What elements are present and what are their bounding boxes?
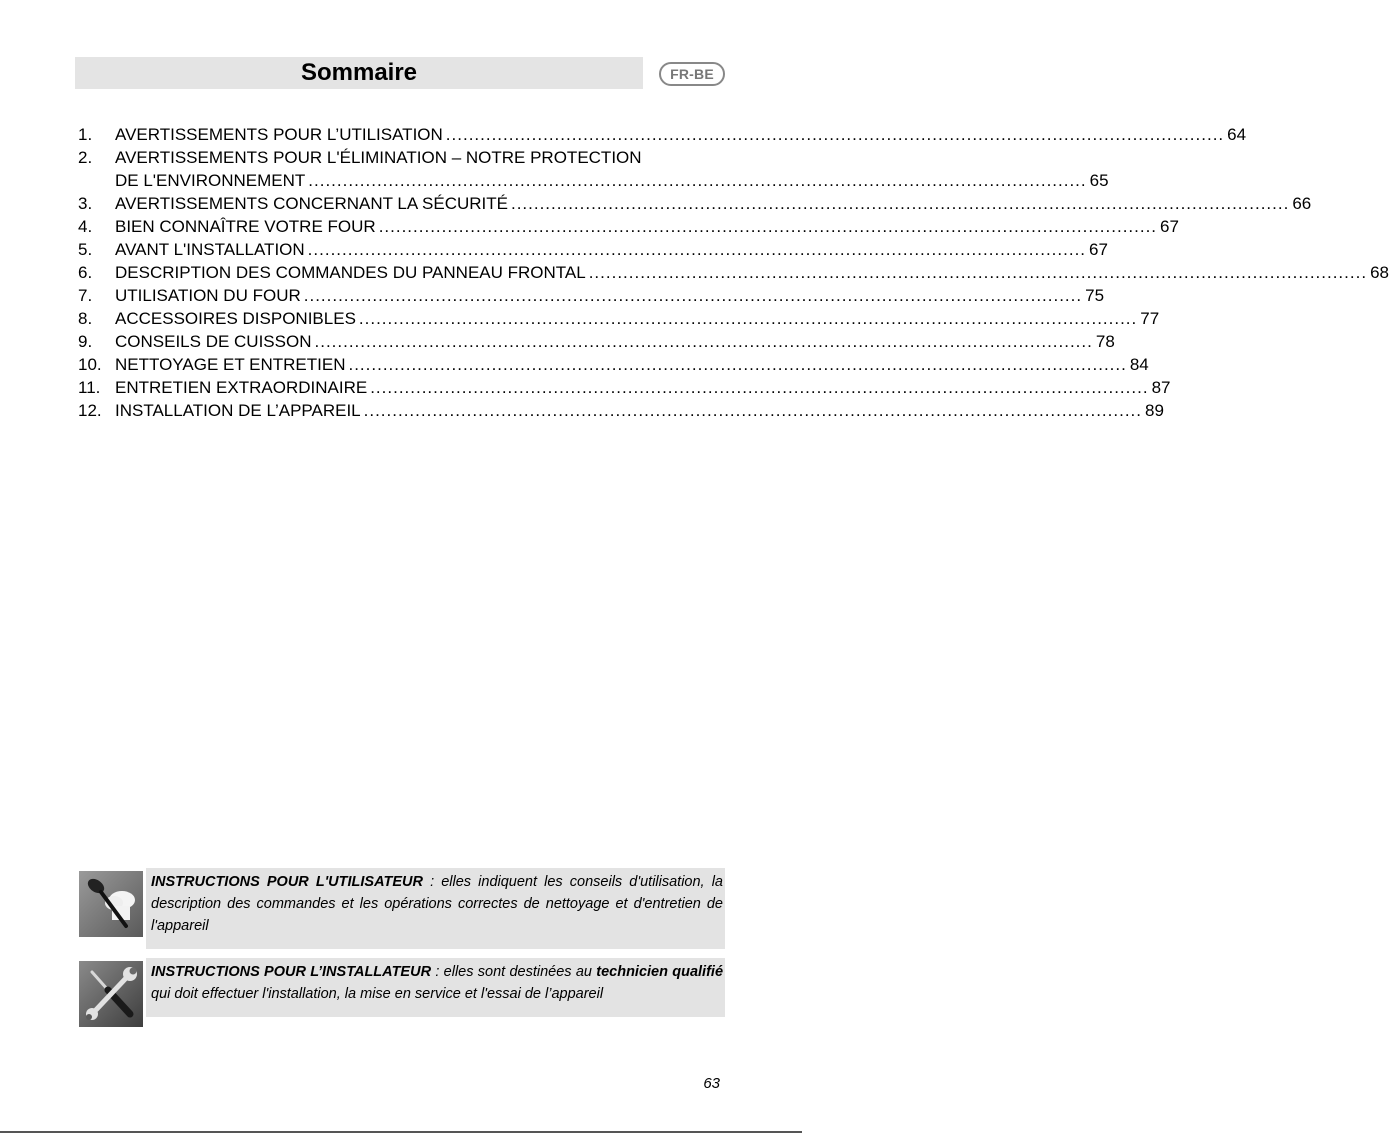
toc-entry[interactable] — [78, 261, 1389, 284]
installer-instructions-note — [78, 958, 725, 1028]
toc-number: 11. — [78, 378, 101, 397]
installer-instructions-body-b: qui doit effectuer l'installation, la mise en service et l'essai de l’appareil — [151, 986, 604, 1002]
toc-leader: ........................................................................................................................................ — [308, 171, 1087, 190]
toc-label: AVERTISSEMENTS CONCERNANT LA SÉCURITÉ — [115, 194, 508, 213]
toc-number: 10. — [78, 355, 102, 374]
toc-entry[interactable] — [78, 215, 1179, 238]
toc-entry[interactable] — [78, 330, 1115, 353]
installer-instructions-heading: INSTRUCTIONS POUR L’INSTALLATEUR — [151, 964, 432, 980]
toc-label: ACCESSOIRES DISPONIBLES — [115, 309, 356, 328]
toc-leader: ........................................................................................................................................ — [358, 309, 1138, 328]
toc-leader: ........................................................................................................................................ — [510, 194, 1290, 213]
toc-leader: ........................................................................................................................................ — [314, 332, 1093, 351]
toc-leader: ........................................................................................................................................ — [363, 401, 1142, 420]
toc-number: 5. — [78, 240, 93, 259]
chef-spoon-icon — [78, 870, 144, 938]
bottom-divider — [0, 1131, 802, 1133]
toc-label: ENTRETIEN EXTRAORDINAIRE — [115, 378, 368, 397]
toc-page: 75 — [1085, 286, 1105, 305]
toc-label: UTILISATION DU FOUR — [115, 286, 301, 305]
toc-leader: ........................................................................................................................................ — [370, 378, 1149, 397]
toc-number: 7. — [78, 286, 93, 305]
toc-number: 4. — [78, 217, 93, 236]
toc-number: 9. — [78, 332, 93, 351]
page-number: 63 — [703, 1075, 720, 1092]
toc-label: NETTOYAGE ET ENTRETIEN — [115, 355, 346, 374]
toc-entry[interactable] — [78, 399, 1164, 422]
toc-page: 68 — [1370, 263, 1389, 282]
toc-page: 67 — [1089, 240, 1108, 259]
installer-instructions-emphasis: technicien qualifié — [596, 964, 724, 980]
toc-page: 66 — [1292, 194, 1312, 213]
toc-page: 65 — [1089, 171, 1109, 190]
toc-number: 8. — [78, 309, 93, 328]
wrench-screwdriver-icon — [78, 960, 144, 1028]
table-of-contents — [78, 123, 1389, 422]
toc-entry[interactable] — [78, 307, 1160, 330]
toc-entry[interactable] — [78, 376, 1171, 399]
toc-page: 84 — [1129, 355, 1149, 374]
toc-label: AVANT L'INSTALLATION — [115, 240, 305, 259]
toc-entry[interactable] — [78, 123, 1247, 146]
toc-label: CONSEILS DE CUISSON — [115, 332, 312, 351]
toc-leader: ........................................................................................................................................ — [445, 125, 1225, 144]
toc-page: 77 — [1140, 309, 1160, 328]
toc-number: 2. — [78, 148, 93, 167]
toc-page: 67 — [1160, 217, 1179, 236]
toc-entry[interactable] — [78, 146, 1109, 192]
toc-number: 6. — [78, 263, 93, 282]
toc-leader: ........................................................................................................................................ — [588, 263, 1368, 282]
toc-leader: ........................................................................................................................................ — [378, 217, 1158, 236]
user-instructions-body: : elles indiquent les conseils d'utilisation, la description des commandes et les opérations correctes de nettoyage et d'entretien de l'appareil — [151, 874, 723, 934]
toc-page: 87 — [1151, 378, 1171, 397]
toc-label: DESCRIPTION DES COMMANDES DU PANNEAU FRONTAL — [115, 263, 586, 282]
page-title: Sommaire — [300, 59, 418, 86]
toc-entry[interactable] — [78, 284, 1105, 307]
toc-number: 3. — [78, 194, 93, 213]
toc-page: 78 — [1095, 332, 1115, 351]
user-instructions-text — [146, 868, 725, 949]
title-bar — [75, 57, 643, 89]
installer-instructions-body-a: : elles sont destinées au — [431, 964, 597, 980]
toc-entry[interactable] — [78, 192, 1312, 215]
toc-number: 1. — [78, 125, 93, 144]
language-badge: FR-BE — [659, 62, 725, 86]
toc-leader: ........................................................................................................................................ — [307, 240, 1087, 259]
user-instructions-note — [78, 868, 725, 949]
toc-number: 12. — [78, 401, 102, 420]
toc-leader: ........................................................................................................................................ — [348, 355, 1127, 374]
toc-entry[interactable] — [78, 238, 1108, 261]
toc-label: AVERTISSEMENTS POUR L'ÉLIMINATION – NOTRE PROTECTION — [115, 148, 642, 167]
toc-page: 89 — [1145, 401, 1164, 420]
toc-label: AVERTISSEMENTS POUR L’UTILISATION — [115, 125, 443, 144]
user-instructions-heading: INSTRUCTIONS POUR L'UTILISATEUR — [151, 874, 423, 890]
toc-leader: ........................................................................................................................................ — [303, 286, 1083, 305]
toc-label: BIEN CONNAÎTRE VOTRE FOUR — [115, 217, 376, 236]
toc-label-continued: DE L'ENVIRONNEMENT — [115, 171, 306, 190]
toc-page: 64 — [1227, 125, 1247, 144]
installer-instructions-text — [146, 958, 725, 1017]
toc-entry[interactable] — [78, 353, 1149, 376]
toc-label: INSTALLATION DE L’APPAREIL — [115, 401, 361, 420]
